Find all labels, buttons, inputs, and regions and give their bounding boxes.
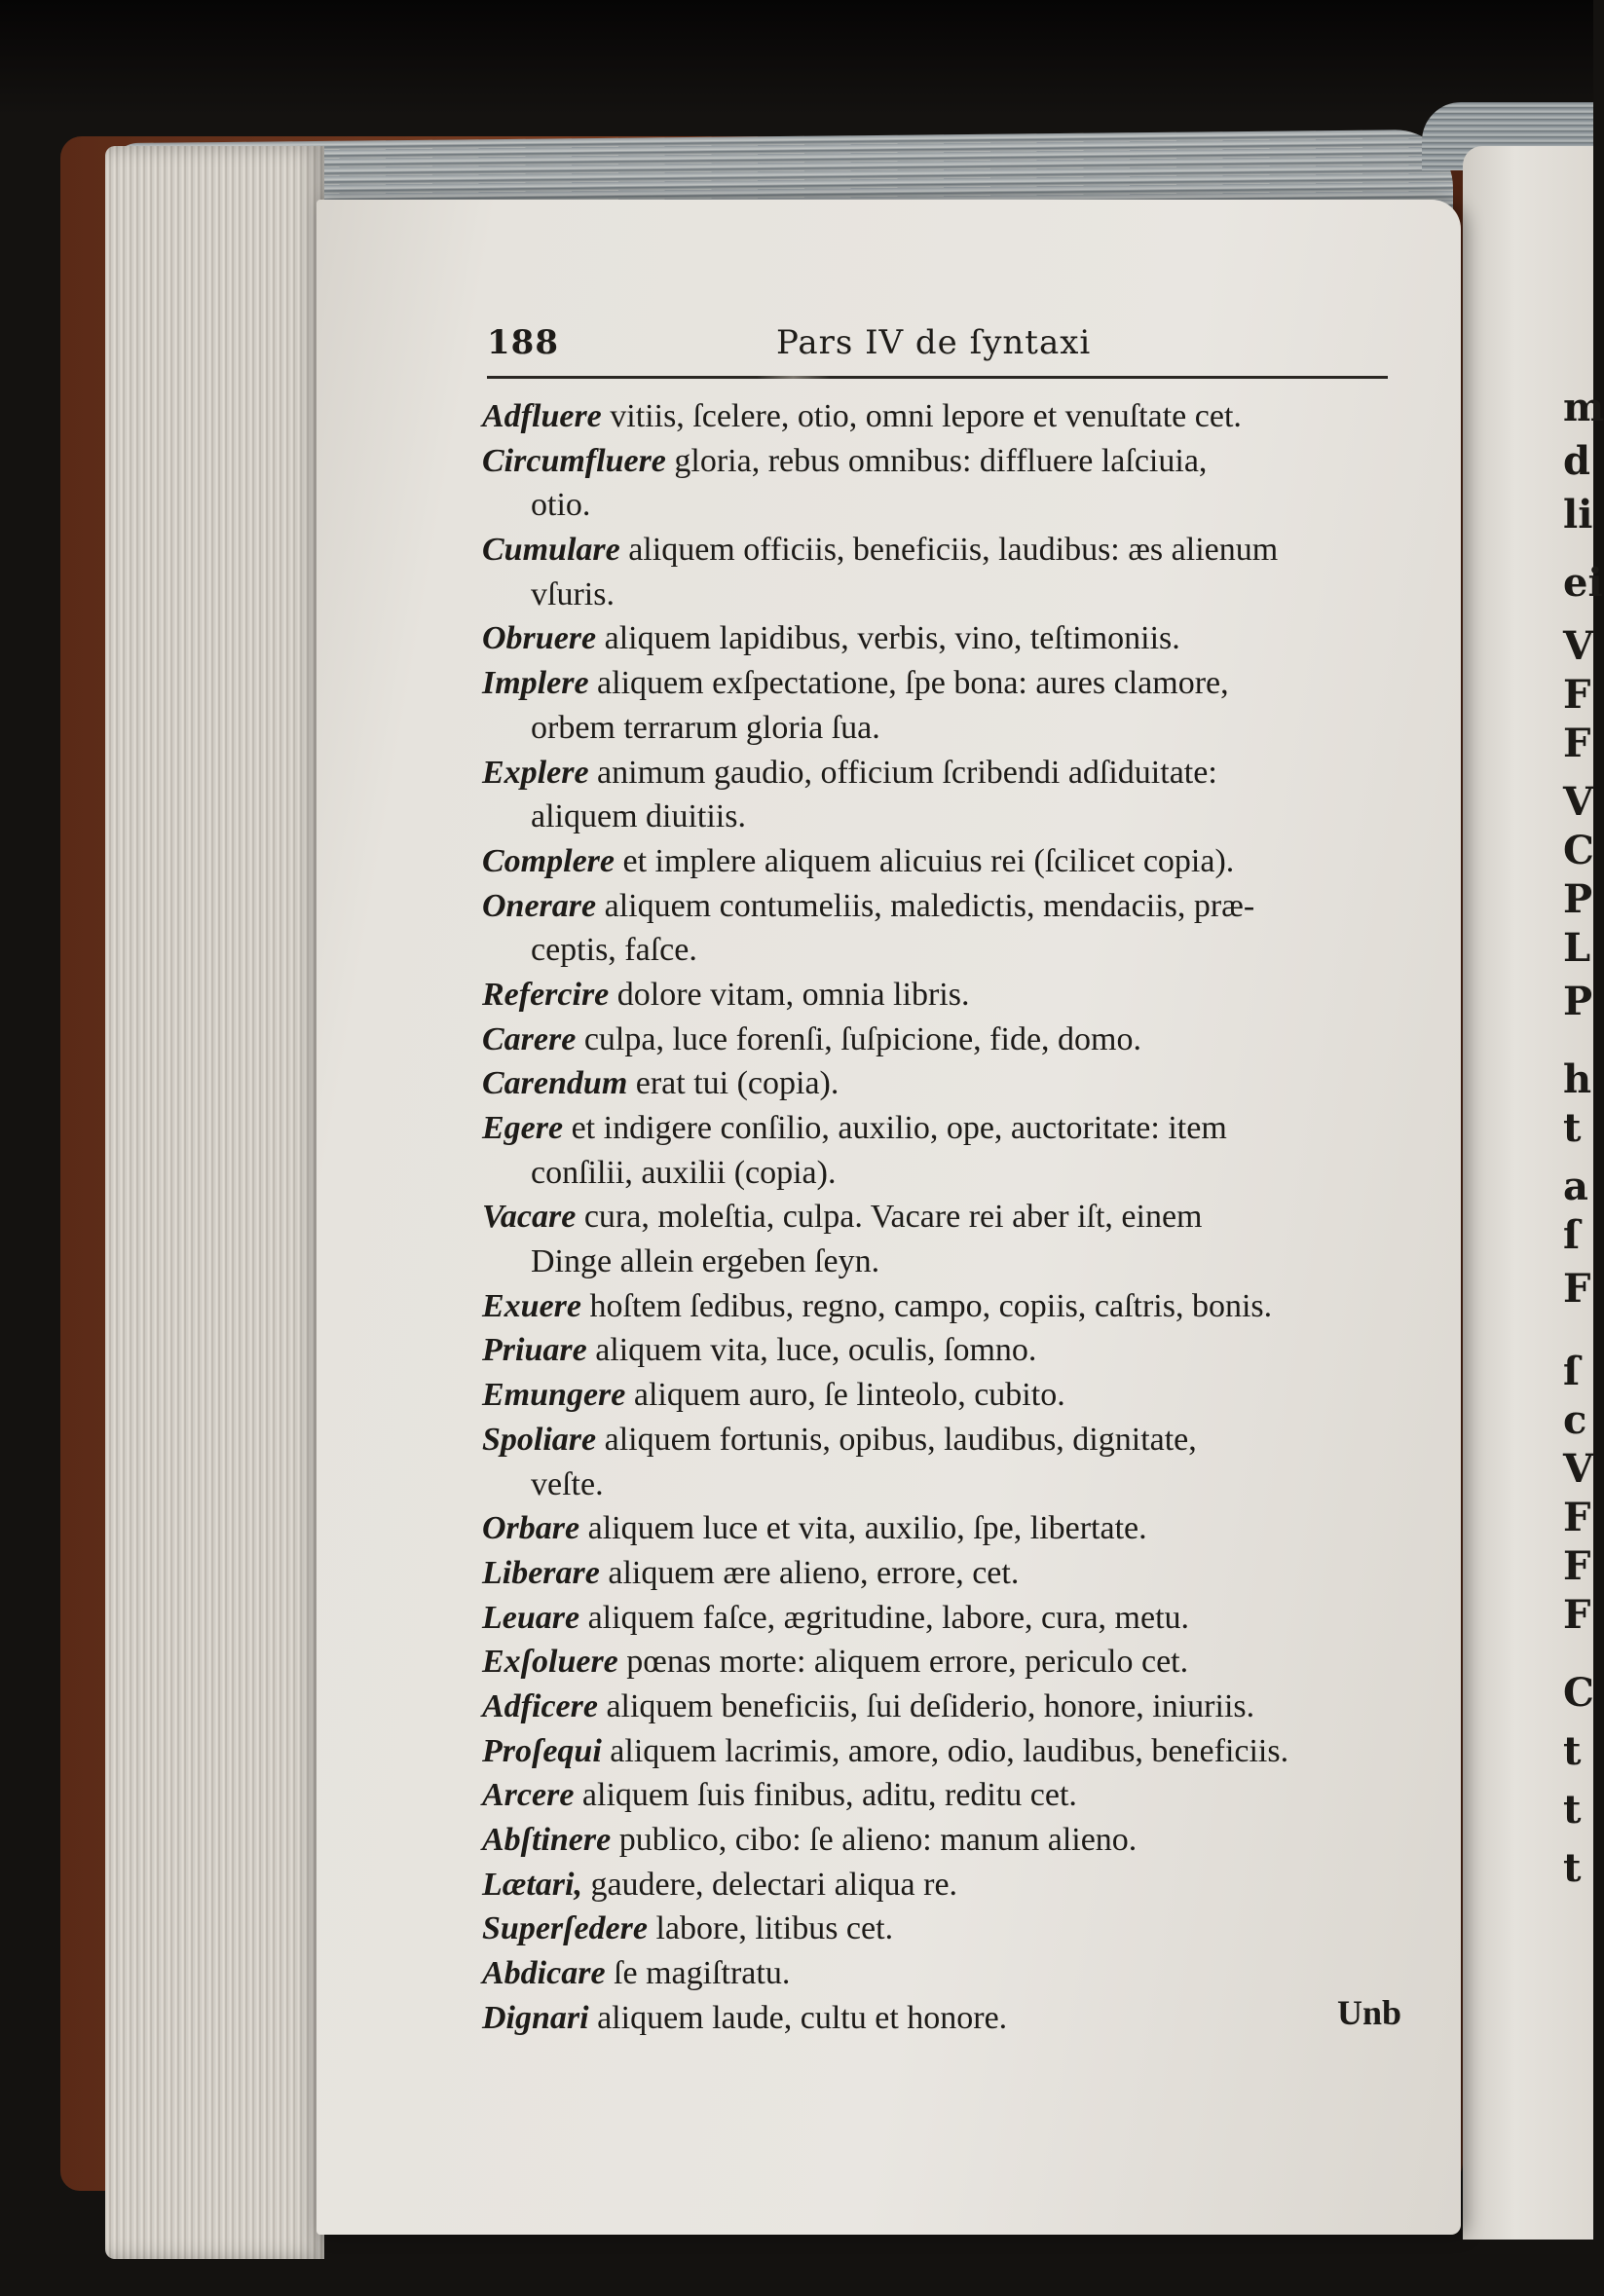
facing-page-glyph: d — [1563, 438, 1590, 484]
facing-page-glyph: t — [1563, 1787, 1582, 1833]
entry-keyword: Dignari — [482, 1999, 589, 2036]
facing-page-glyph: t — [1563, 1845, 1582, 1891]
facing-page-glyph: L — [1563, 925, 1591, 971]
facing-page-text-fragments — [1563, 385, 1602, 2040]
text-line — [482, 439, 1402, 484]
facing-page-glyph: V — [1563, 779, 1594, 825]
facing-page-glyph: C — [1563, 828, 1594, 873]
text-line — [482, 1551, 1402, 1596]
facing-page-glyph: V — [1563, 623, 1594, 669]
catchword: Unb — [1337, 1993, 1402, 2032]
facing-page-glyph: ſ — [1563, 1212, 1581, 1258]
text-line — [482, 839, 1402, 884]
entry-text: hoſtem ſedibus, regno, campo, copiis, caſtris, bonis. — [581, 1287, 1273, 1324]
entry-text: animum gaudio, officium ſcribendi adſiduitate: — [588, 754, 1217, 791]
entry-keyword: Complere — [482, 842, 615, 879]
entry-text: otio. — [531, 487, 591, 524]
text-line — [482, 394, 1402, 439]
facing-page-glyph: c — [1563, 1397, 1587, 1443]
entry-text: aliquem diuitiis. — [531, 798, 746, 835]
entry-text: et indigere conſilio, auxilio, ope, auctoritate: item — [563, 1110, 1227, 1146]
text-line — [482, 1907, 1402, 1951]
facing-page-glyph: F — [1563, 721, 1591, 766]
facing-page-glyph: h — [1563, 1056, 1592, 1102]
entry-keyword: Spoliare — [482, 1421, 597, 1458]
text-line — [482, 1951, 1402, 1996]
text-line — [482, 1284, 1402, 1329]
text-line — [482, 795, 1402, 839]
text-line — [482, 616, 1402, 661]
entry-keyword: Vacare — [482, 1199, 577, 1236]
text-line — [482, 1151, 1402, 1196]
entry-text: aliquem beneficiis, ſui deſiderio, honore, iniuriis. — [597, 1687, 1255, 1724]
text-line — [482, 1061, 1402, 1106]
entry-text: aliquem laude, cultu et honore. — [588, 1999, 1008, 2036]
text-line — [482, 751, 1402, 796]
entry-keyword: Egere — [482, 1110, 564, 1146]
entry-keyword: Priuare — [482, 1332, 587, 1369]
text-line — [482, 1506, 1402, 1551]
entry-keyword: Arcere — [482, 1777, 575, 1814]
page-number: 188 — [487, 323, 559, 362]
entry-keyword: Onerare — [482, 887, 597, 924]
text-line — [482, 1596, 1402, 1641]
entry-keyword: Circumfluere — [482, 442, 666, 479]
entry-text: ſe magiſtratu. — [605, 1955, 791, 1992]
text-line — [482, 1996, 1402, 2041]
entry-keyword: Abſtinere — [482, 1822, 612, 1858]
text-line — [482, 1373, 1402, 1418]
entry-text: aliquem fortunis, opibus, laudibus, dignitate, — [596, 1421, 1197, 1458]
entry-keyword: Cumulare — [482, 532, 620, 569]
entry-text: culpa, luce forenſi, ſuſpicione, fide, domo. — [576, 1020, 1141, 1057]
entry-keyword: Lætari, — [482, 1866, 582, 1903]
entry-text: ceptis, faſce. — [531, 932, 697, 969]
running-head: Pars IV de ſyntaxi — [776, 323, 1092, 362]
entry-text: aliquem faſce, ægritudine, labore, cura, metu. — [579, 1599, 1190, 1636]
facing-page-glyph: ei — [1563, 560, 1603, 606]
entry-keyword: Abdicare — [482, 1955, 606, 1992]
facing-page-glyph: F — [1563, 672, 1591, 718]
entry-keyword: Adficere — [482, 1687, 598, 1724]
entry-text: erat tui (copia). — [627, 1065, 839, 1102]
facing-page-glyph: F — [1563, 1266, 1591, 1312]
entry-keyword: Emungere — [482, 1377, 626, 1414]
text-line — [482, 1773, 1402, 1818]
text-line — [482, 1106, 1402, 1151]
entry-text: vitiis, ſcelere, otio, omni lepore et venuſtate cet. — [601, 398, 1242, 434]
entry-text: et implere aliquem alicuius rei (ſcilicet copia). — [614, 842, 1235, 879]
facing-page-glyph: li — [1563, 492, 1593, 537]
entry-text: dolore vitam, omnia libris. — [609, 976, 970, 1013]
text-line — [482, 1818, 1402, 1863]
header-rule — [487, 376, 1388, 379]
entry-text: veſte. — [531, 1465, 604, 1502]
entry-text: aliquem ſuis finibus, aditu, reditu cet. — [574, 1777, 1077, 1814]
entry-keyword: Refercire — [482, 976, 610, 1013]
entry-text: aliquem exſpectatione, ſpe bona: aures clamore, — [588, 665, 1229, 702]
entry-keyword: Explere — [482, 754, 589, 791]
entry-keyword: Carere — [482, 1020, 577, 1057]
entry-keyword: Exſoluere — [482, 1644, 618, 1681]
entry-keyword: Proſequi — [482, 1732, 602, 1769]
entry-text: gloria, rebus omnibus: diffluere laſciuia, — [665, 442, 1208, 479]
text-line — [482, 483, 1402, 528]
entry-text: aliquem vita, luce, oculis, ſomno. — [586, 1332, 1037, 1369]
text-line — [482, 1863, 1402, 1907]
entry-keyword: Superſedere — [482, 1910, 648, 1947]
entry-keyword: Implere — [482, 665, 589, 702]
entry-text: vſuris. — [531, 575, 615, 612]
entry-text: aliquem ære alieno, errore, cet. — [599, 1554, 1020, 1591]
entry-text: aliquem officiis, beneficiis, laudibus: æs alienum — [619, 532, 1279, 569]
text-line — [482, 661, 1402, 706]
facing-page-glyph: m — [1563, 385, 1604, 430]
entry-text: pœnas morte: aliquem errore, periculo cet. — [617, 1644, 1189, 1681]
text-line — [482, 1729, 1402, 1774]
facing-page-glyph: F — [1563, 1543, 1591, 1589]
entry-text: aliquem lapidibus, verbis, vino, teſtimoniis. — [596, 620, 1180, 657]
text-line — [482, 573, 1402, 617]
facing-page-glyph: P — [1563, 979, 1593, 1024]
text-line — [482, 973, 1402, 1018]
entry-keyword: Orbare — [482, 1510, 580, 1547]
page-text-block — [482, 394, 1402, 2040]
text-line — [482, 1328, 1402, 1373]
page-header — [487, 323, 1383, 370]
text-line — [482, 1418, 1402, 1463]
entry-keyword: Adfluere — [482, 398, 602, 434]
entry-text: gaudere, delectari aliqua re. — [581, 1866, 958, 1903]
text-line — [482, 528, 1402, 573]
facing-page-glyph: F — [1563, 1495, 1591, 1540]
facing-page-glyph: t — [1563, 1728, 1582, 1774]
facing-page-glyph: ſ — [1563, 1349, 1581, 1394]
entry-keyword: Obruere — [482, 620, 597, 657]
background-shadow — [0, 0, 1593, 117]
entry-text: aliquem luce et vita, auxilio, ſpe, libertate. — [579, 1510, 1147, 1547]
facing-page-glyph: t — [1563, 1105, 1582, 1151]
entry-text: orbem terrarum gloria ſua. — [531, 709, 880, 746]
entry-text: conſilii, auxilii (copia). — [531, 1154, 837, 1191]
facing-page-glyph: F — [1563, 1592, 1591, 1638]
entry-text: aliquem lacrimis, amore, odio, laudibus, beneficiis. — [601, 1732, 1289, 1769]
page-block-side-edge — [105, 146, 324, 2259]
entry-keyword: Exuere — [482, 1287, 581, 1324]
entry-text: Dinge allein ergeben ſeyn. — [531, 1243, 880, 1280]
facing-page-glyph: V — [1563, 1446, 1594, 1492]
entry-text: labore, litibus cet. — [647, 1910, 894, 1947]
text-line — [482, 1685, 1402, 1729]
entry-text: aliquem contumeliis, maledictis, mendaciis, præ- — [596, 887, 1255, 924]
text-line — [482, 928, 1402, 973]
text-line — [482, 1640, 1402, 1685]
text-line — [482, 1240, 1402, 1284]
entry-text: cura, moleſtia, culpa. Vacare rei aber iſt, einem — [576, 1199, 1203, 1236]
entry-keyword: Liberare — [482, 1554, 600, 1591]
text-line — [482, 1018, 1402, 1062]
text-line — [482, 706, 1402, 751]
text-line — [482, 1195, 1402, 1240]
text-line — [482, 884, 1402, 929]
facing-page-glyph: P — [1563, 876, 1593, 922]
entry-keyword: Leuare — [482, 1599, 580, 1636]
entry-keyword: Carendum — [482, 1065, 628, 1102]
facing-page-glyph: C — [1563, 1670, 1594, 1716]
entry-text: publico, cibo: ſe alieno: manum alieno. — [611, 1822, 1138, 1858]
entry-text: aliquem auro, ſe linteolo, cubito. — [625, 1377, 1065, 1414]
text-line — [482, 1463, 1402, 1507]
facing-page-glyph: a — [1563, 1164, 1588, 1209]
